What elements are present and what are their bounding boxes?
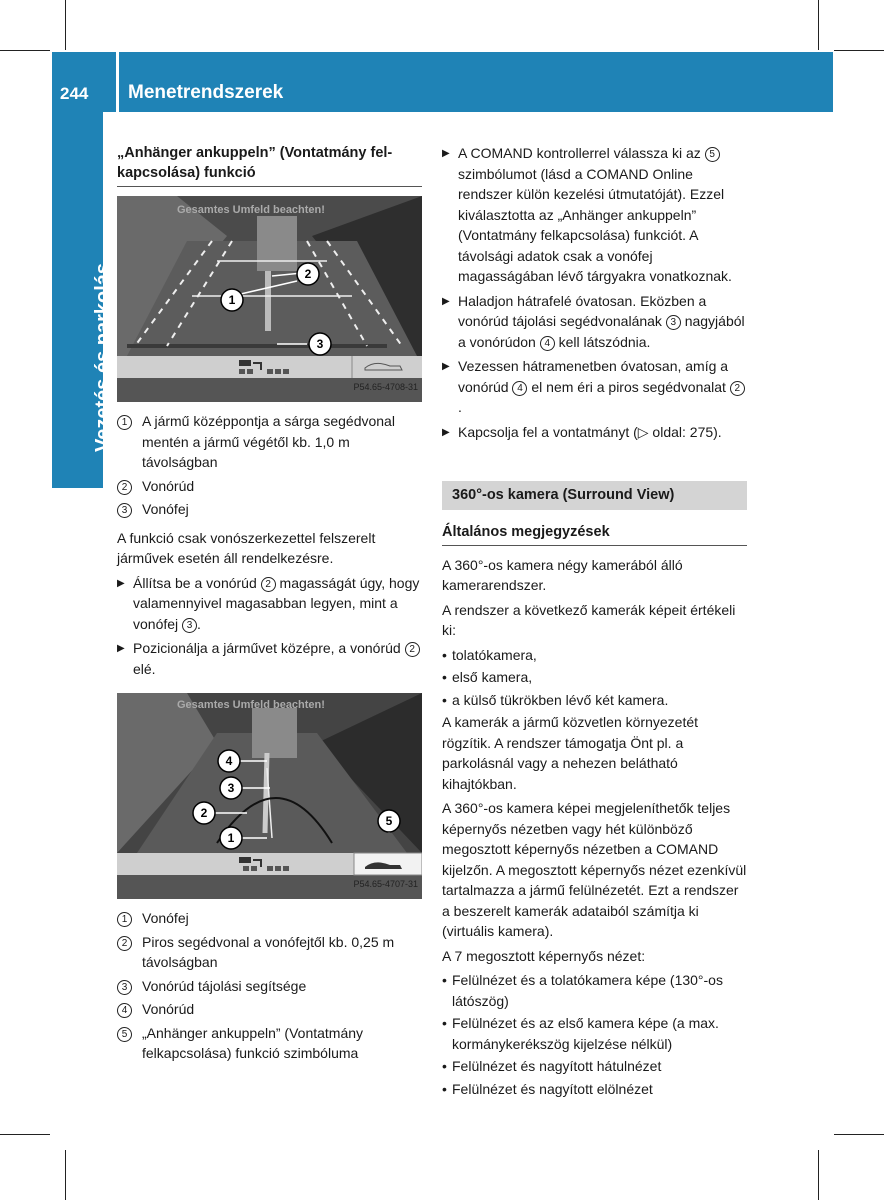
list-item: • Felülnézet és az első kamera képe (a max. kormánykerékszög kijelzése nélkül) (442, 1013, 747, 1054)
legend-item (117, 476, 422, 497)
bullet-text: Vezessen hátramenetben óvatosan, amíg a vonórúd (458, 358, 729, 395)
list-item: • tolatókamera, (442, 645, 747, 666)
arrow-icon: ▶ (117, 643, 125, 654)
instruction-bullet (117, 638, 422, 679)
legend-text: Vonórúd (142, 1001, 195, 1017)
bullet-text: elé. (133, 660, 156, 677)
instruction-bullet (442, 356, 747, 418)
list-item: • Felülnézet és a tolatókamera képe (130°-os látószög) (442, 970, 747, 1011)
callout-label: 2 (200, 806, 208, 820)
instruction-bullet (442, 422, 747, 444)
legend-text: Piros segédvonal a vonófejtől kb. 0,25 m távolságban (142, 933, 395, 970)
bullet-text: el nem éri a piros segédvonalat (527, 378, 730, 395)
overlay-warning-text: Gesamtes Umfeld beachten! (177, 204, 325, 216)
callout-ref: 3 (666, 315, 681, 330)
callout-ref: 4 (540, 336, 555, 351)
callout-label: 1 (228, 293, 236, 307)
crop-mark (65, 1150, 66, 1200)
camera-figure-2 (117, 693, 422, 899)
paragraph: A funkció csak vonószerkezettel felszerelt járművek esetén áll rendelkezésre. (117, 529, 376, 566)
list-text: a külső tükrökben lévő két kamera. (452, 691, 669, 708)
callout-number: 2 (117, 480, 132, 495)
list-text: Felülnézet és a tolatókamera képe (130°-os látószög) (452, 972, 723, 1009)
crop-mark (818, 1150, 819, 1200)
legend-item (117, 932, 422, 973)
bullet-text: Kapcsolja fel a vontatmányt ( (458, 423, 638, 440)
list-text: tolatókamera, (452, 646, 537, 663)
callout-label: 3 (316, 337, 324, 351)
callout-label: 3 (227, 781, 235, 795)
callout-ref: 2 (730, 381, 745, 396)
legend-item (117, 411, 422, 473)
right-column (442, 143, 747, 1101)
legend-item (117, 976, 422, 997)
crop-mark (65, 0, 66, 50)
list-text: Felülnézet és az első kamera képe (a max. kormánykerékszög kijelzése nélkül) (452, 1015, 719, 1052)
crop-mark (818, 0, 819, 50)
bullet-text: A COMAND kontrollerrel válassza ki az (458, 145, 705, 161)
instruction-bullet (117, 573, 422, 635)
callout-number: 1 (117, 912, 132, 927)
legend-text: A jármű középpontja a sárga segédvonal mentén a jármű végétől kb. 1,0 m távolságban (142, 413, 395, 470)
list-text: Felülnézet és nagyított elölnézet (452, 1080, 653, 1097)
paragraph: A kamerák a jármű közvetlen környezetét rögzítik. A rendszer támogatja Önt pl. a parkolásnál vagy a nehezen belátható kihajtókban. (442, 714, 699, 792)
callout-label: 5 (385, 814, 393, 828)
callout-ref: 2 (405, 642, 420, 657)
arrow-icon: ▶ (442, 148, 450, 159)
callout-number: 5 (117, 1027, 132, 1042)
rear-camera-image (117, 693, 422, 899)
legend-item (117, 999, 422, 1020)
legend-item (117, 908, 422, 929)
callout-number: 3 (117, 503, 132, 518)
figure-code: P54.65-4707-31 (353, 878, 418, 889)
legend-text: Vonórúd (142, 477, 195, 494)
rear-camera-image (117, 196, 422, 402)
arrow-icon: ▶ (442, 295, 450, 307)
callout-label: 1 (227, 831, 235, 845)
legend-item (117, 1023, 422, 1064)
list-item: • Felülnézet és nagyított hátulnézet (442, 1056, 747, 1077)
page-number: 244 (60, 84, 89, 103)
list-item: • első kamera, (442, 667, 747, 688)
side-tab-label: Vezetés és parkolás (92, 262, 114, 452)
chapter-title: Menetrendszerek (128, 82, 284, 103)
callout-ref: 5 (705, 147, 720, 162)
legend-text: Vonófej (142, 910, 189, 926)
crop-mark (834, 1134, 884, 1135)
legend-item (117, 499, 422, 520)
legend-2 (117, 908, 422, 1064)
arrow-icon: ▶ (117, 577, 125, 589)
page-reference-link[interactable]: ▷ oldal: 275). (637, 423, 722, 440)
header-separator (116, 52, 119, 112)
left-column (117, 143, 422, 1067)
arrow-icon: ▶ (442, 426, 450, 438)
paragraph: A 360°-os kamera képei megjeleníthetők teljes képernyős nézetben vagy hét különböző megosztott képernyős nézetben a COMAND kijelzőn. A megosztott képernyős nézet ezenkívül tartalmazza a jármű felülnézetét. Ezt a rendszer a beszerelt kamerák adataiból számítja ki (virtuális kamera). (442, 800, 747, 939)
instruction-bullet (442, 291, 747, 353)
bullet-text: . (458, 399, 462, 415)
figure-code: P54.65-4708-31 (353, 381, 418, 392)
bullet-text: Pozicionálja a járművet középre, a vonórúd (133, 640, 405, 656)
callout-ref: 3 (182, 618, 197, 633)
bullet-text: szimbólumot (lásd a COMAND Online rendszer külön kezelési útmutatóját). Ezzel kiválasztotta az „Anhänger ankuppeln” (Vontatmány felkapcsolása) funkciót. A távolsági adatok csak a vonófej magasságában lévő tárgyakra vonatkoznak. (458, 165, 732, 284)
legend-text: Vonófej (142, 501, 189, 517)
bullet-text: Haladjon hátrafelé óvatosan. Eközben a vonórúd tájolási segédvonalának (458, 292, 707, 329)
list-item: • Felülnézet és nagyított elölnézet (442, 1079, 747, 1100)
overlay-warning-text: Gesamtes Umfeld beachten! (177, 699, 325, 711)
paragraph: A 7 megosztott képernyős nézet: (442, 947, 646, 964)
subheading: Általános megjegyzések (442, 522, 747, 546)
bullet-text: . (197, 615, 201, 632)
legend-1 (117, 411, 422, 520)
bullet-text: nagyjából a vonórúdon (458, 313, 745, 350)
bullet-text: magasságát úgy, hogy valamennyivel magasabban legyen, mint a vonófej (133, 574, 420, 632)
arrow-icon: ▶ (442, 361, 450, 372)
crop-mark (0, 1134, 50, 1135)
section-bar: 360°-os kamera (Surround View) (442, 481, 747, 510)
crop-mark (834, 50, 884, 51)
legend-text: „Anhänger ankuppeln” (Vontatmány felkapcsolása) funkció szimbóluma (142, 1024, 364, 1061)
callout-number: 2 (117, 936, 132, 951)
callout-number: 1 (117, 415, 132, 430)
paragraph: A 360°-os kamera négy kamerából álló kamerarendszer. (442, 556, 683, 593)
list-text: első kamera, (452, 669, 533, 685)
callout-number: 4 (117, 1003, 132, 1018)
instruction-bullet (442, 143, 747, 287)
callout-ref: 4 (512, 381, 527, 396)
callout-ref: 2 (261, 577, 276, 592)
section-heading: „Anhänger ankuppeln” (Vontatmány fel-kapcsolása) funkció (117, 143, 422, 187)
bullet-text: kell látszódnia. (554, 333, 651, 350)
list-text: Felülnézet és nagyított hátulnézet (452, 1058, 662, 1074)
callout-number: 3 (117, 980, 132, 995)
list-item: • a külső tükrökben lévő két kamera. (442, 690, 747, 711)
camera-figure-1 (117, 196, 422, 402)
callout-label: 4 (225, 754, 233, 768)
legend-text: Vonórúd tájolási segítsége (142, 977, 307, 994)
callout-label: 2 (304, 267, 312, 281)
crop-mark (0, 50, 50, 51)
bullet-text: Állítsa be a vonórúd (133, 574, 261, 591)
paragraph: A rendszer a következő kamerák képeit értékeli ki: (442, 601, 736, 638)
